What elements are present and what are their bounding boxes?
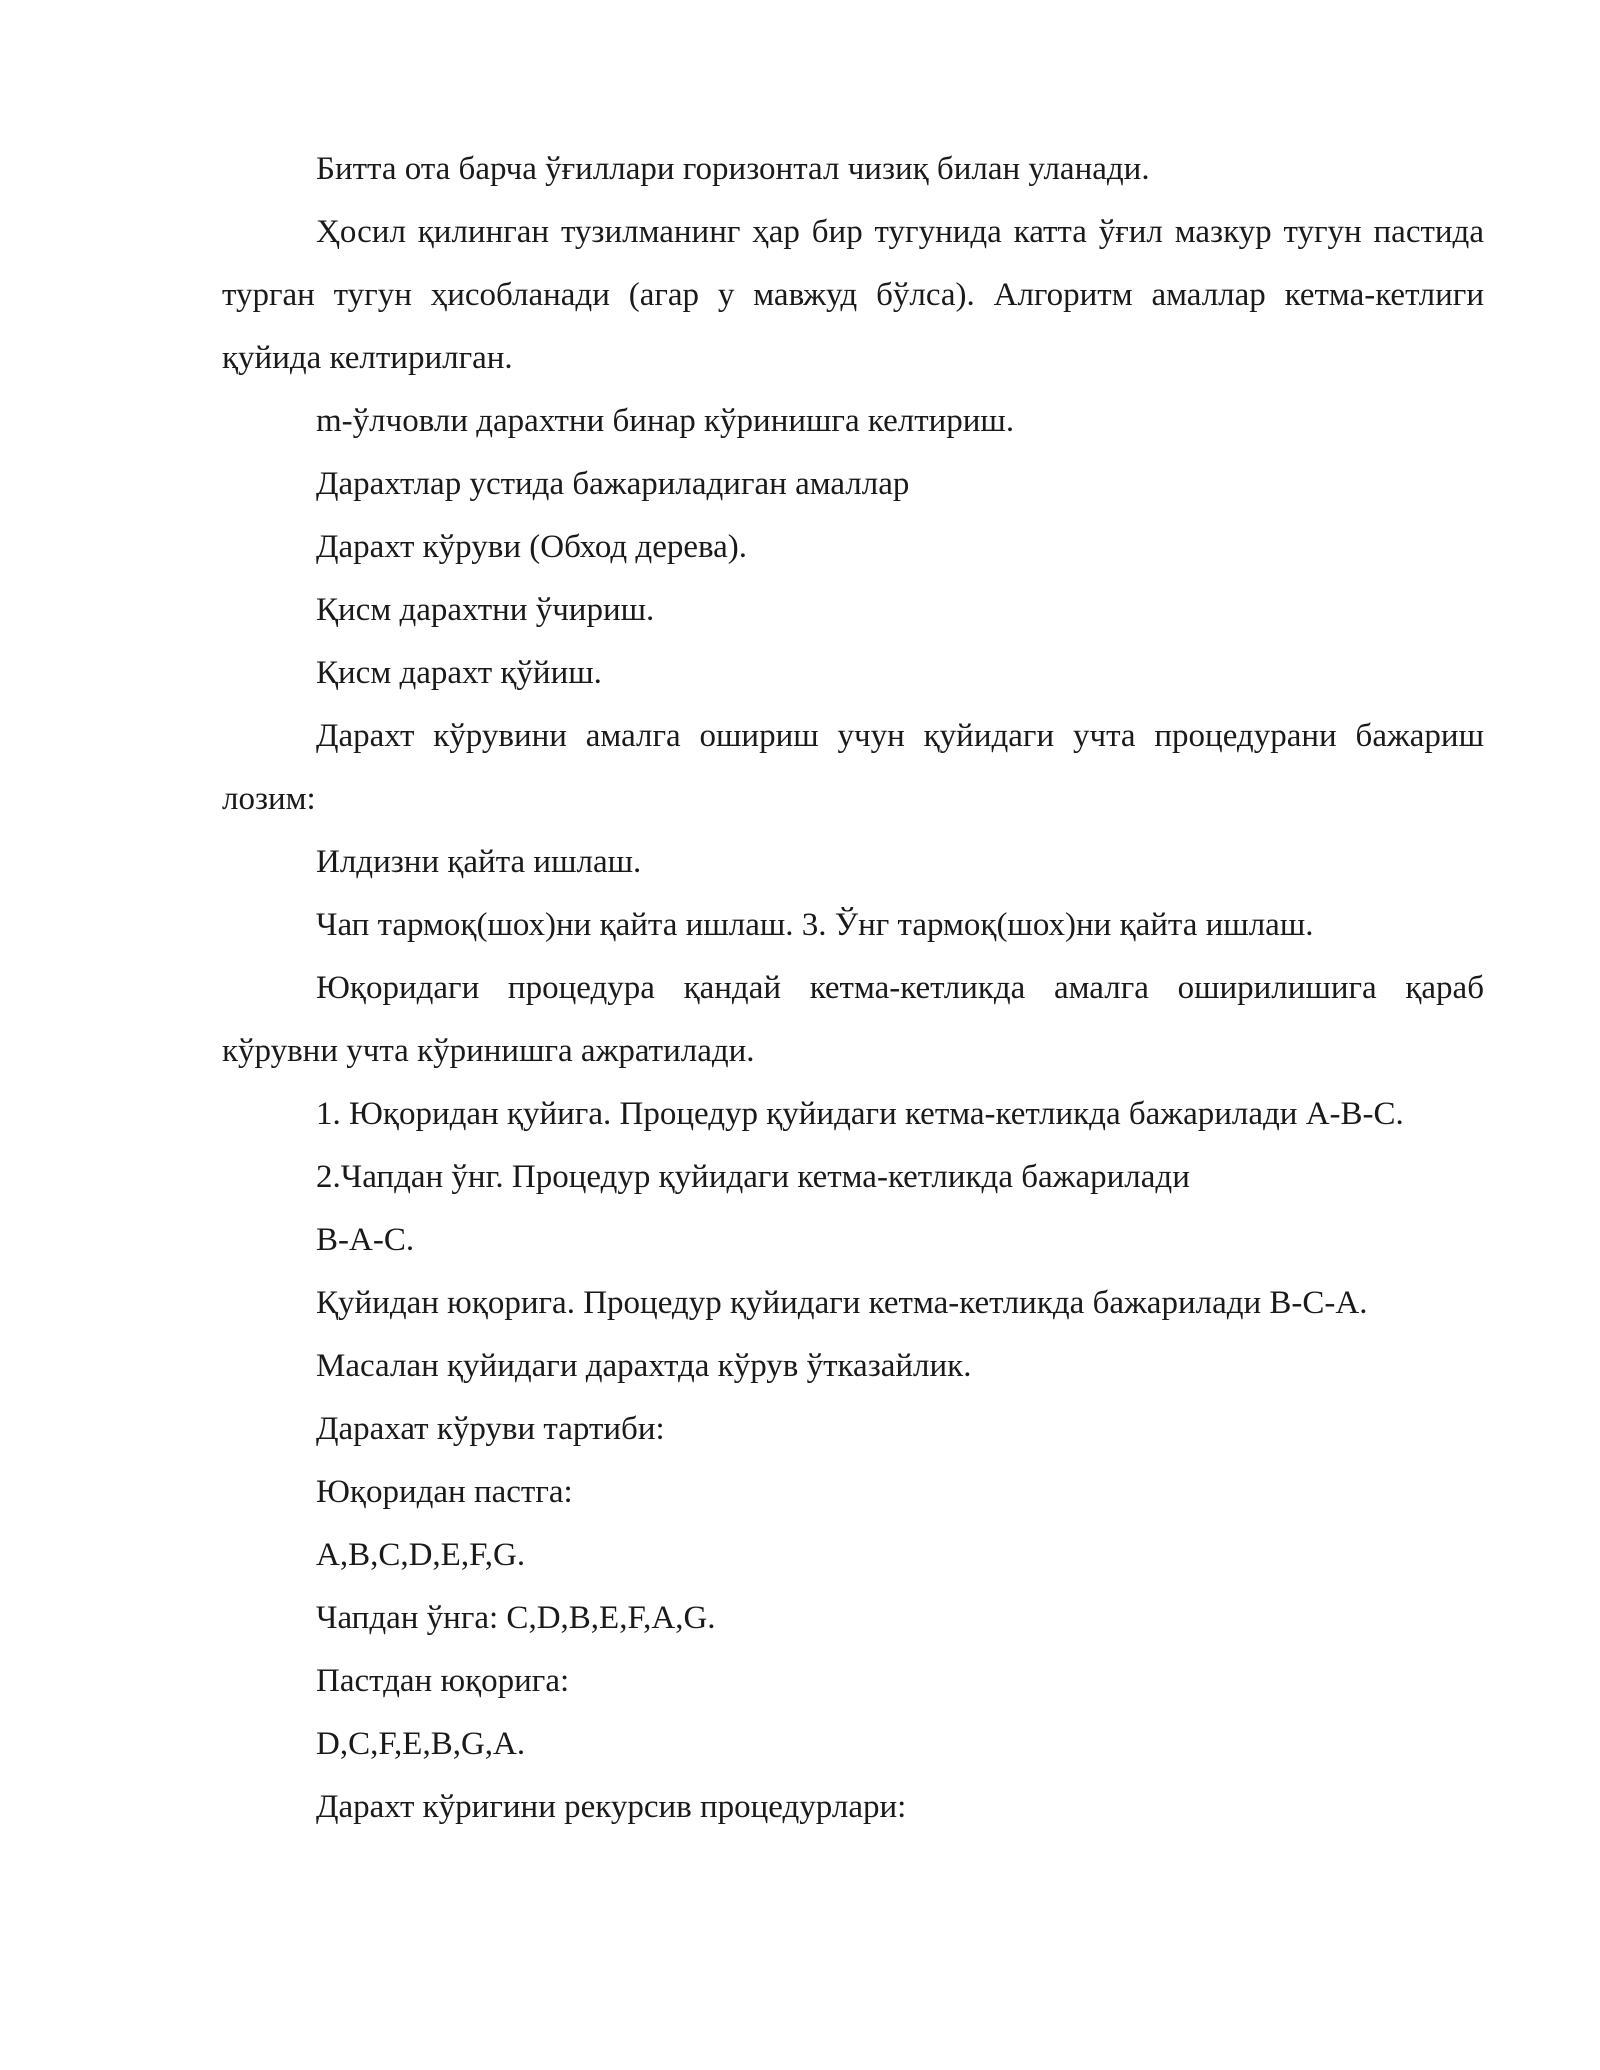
paragraph-structure-description: Ҳосил қилинган тузилманинг ҳар бир тугунида катта ўғил мазкур тугун пастида турган тугун ҳисобланади (агар у мавжуд бўлса). Алгоритм амаллар кетма-кетлиги қуйида келтирилган. — [222, 214, 1484, 376]
paragraph-recursive-procedures: Дарахт кўригини рекурсив процедурлари: — [316, 1789, 907, 1825]
document-body — [222, 138, 1484, 1839]
paragraph-bottom-to-top-label: Пастдан юқорига: — [316, 1663, 570, 1699]
paragraph-top-to-bottom-sequence: A,B,C,D,E,F,G. — [316, 1537, 526, 1573]
paragraph-binary-conversion: m-ўлчовли дарахтни бинар кўринишга келтириш. — [316, 403, 1015, 439]
paragraph-left-right-order: В-А-С. — [316, 1222, 415, 1258]
paragraph-example: Масалан қуйидаги дарахтда кўрув ўтказайлик. — [316, 1348, 972, 1384]
paragraph-tree-operations: Дарахтлар устида бажариладиган амаллар — [316, 466, 910, 502]
paragraph-top-down: 1. Юқоридан қуйига. Процедур қуйидаги кетма-кетликда бажарилади А-В-С. — [316, 1096, 1404, 1132]
paragraph-traversal-kinds: Юқоридаги процедура қандай кетма-кетликда амалга оширилишига қараб кўрувни учта кўринишга ажратилади. — [222, 970, 1484, 1069]
paragraph-sons-joined: Битта ота барча ўғиллари горизонтал чизиқ билан уланади. — [316, 151, 1150, 187]
paragraph-left-right: 2.Чапдан ўнг. Процедур қуйидаги кетма-кетликда бажарилади — [316, 1159, 1190, 1195]
paragraph-process-root: Илдизни қайта ишлаш. — [316, 844, 642, 880]
paragraph-bottom-to-top-sequence: D,C,F,E,B,G,A. — [316, 1726, 526, 1762]
paragraph-process-branches: Чап тармоқ(шох)ни қайта ишлаш. 3. Ўнг тармоқ(шох)ни қайта ишлаш. — [316, 907, 1314, 943]
paragraph-traversal-order-heading: Дарахат кўруви тартиби: — [316, 1411, 665, 1447]
paragraph-tree-traversal: Дарахт кўруви (Обход дерева). — [316, 529, 748, 565]
paragraph-bottom-up: Қуйидан юқорига. Процедур қуйидаги кетма-кетликда бажарилади В-С-А. — [316, 1285, 1368, 1321]
paragraph-left-to-right-sequence: Чапдан ўнга: C,D,B,E,F,A,G. — [316, 1600, 716, 1636]
paragraph-insert-subtree: Қисм дарахт қўйиш. — [316, 655, 602, 691]
paragraph-top-to-bottom-label: Юқоридан пастга: — [316, 1474, 573, 1510]
paragraph-delete-subtree: Қисм дарахтни ўчириш. — [316, 592, 655, 628]
paragraph-traversal-procedures: Дарахт кўрувини амалга ошириш учун қуйидаги учта процедурани бажариш лозим: — [222, 718, 1484, 817]
